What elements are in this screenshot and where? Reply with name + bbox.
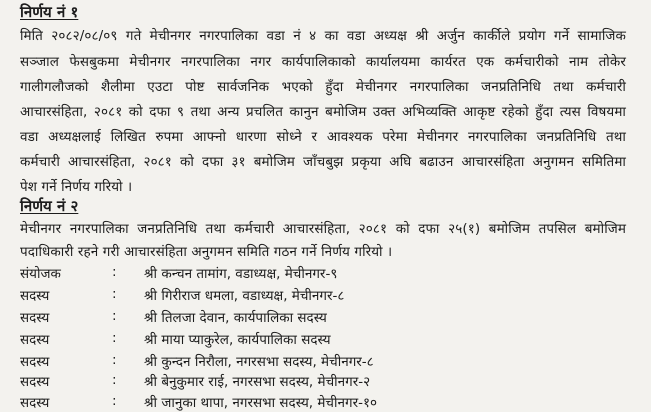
- member-separator: :: [112, 264, 117, 280]
- decision-1-heading: निर्णय नं १: [20, 3, 79, 21]
- decision-1-line-2: सञ्जाल फेसबुकमा मेचीनगर नगरपालिका नगर कार्यपालिकाको कार्यालयमा कार्यरत एक कर्मचारीको नाम तोकेर: [20, 54, 626, 70]
- decision-2-heading: निर्णय नं २: [20, 197, 79, 215]
- member-role: सदस्य: [20, 310, 50, 326]
- committee-member-row: [20, 393, 640, 412]
- decision-1-line-4: आचारसंहिता, २०८१ को दफा ९ तथा अन्य प्रचलित कानुन बमोजिम उक्त अभिव्यक्ति आकृष्ट रहेको हुँदा त्यस विषयमा: [20, 104, 626, 120]
- decision-1-line-3: गालीगलौजको शैलीमा एउटा पोष्ट सार्वजनिक भएको हुँदा मेचीनगर नगरपालिका जनप्रतिनिधि तथा कर्मचारी: [20, 79, 626, 95]
- decision-1-line-1: मिति २०८२/०८/०९ गते मेचीनगर नगरपालिका वडा नं ४ का वडा अध्यक्ष श्री अर्जुन कार्कीले प्रयोग गर्ने सामाजिक: [20, 28, 626, 44]
- member-name: श्री गिरीराज धमला, वडाध्यक्ष, मेचीनगर-८: [144, 288, 345, 304]
- committee-member-row: [20, 286, 640, 306]
- member-name: श्री जानुका थापा, नगरसभा सदस्य, मेचीनगर-१०: [144, 395, 378, 411]
- member-name: श्री कन्चन तामांग, वडाध्यक्ष, मेचीनगर-९: [144, 266, 338, 282]
- member-separator: :: [112, 393, 117, 409]
- member-name: श्री माया प्याकुरेल, कार्यपालिका सदस्य: [144, 332, 331, 348]
- member-separator: :: [112, 330, 117, 346]
- decision-1-line-6: कर्मचारी आचारसंहिता, २०८१ को दफा ३१ बमोजिम जाँचबुझ प्रकृया अघि बढाउन आचारसंहिता अनुगमन समितिमा: [20, 154, 626, 170]
- decision-1-line-5: वडा अध्यक्षलाई लिखित रुपमा आफ्नो धारणा सोध्ने र आवश्यक परेमा मेचीनगर नगरपालिका जनप्रतिनिधि तथा: [20, 129, 626, 145]
- member-role: सदस्य: [20, 354, 50, 370]
- member-separator: :: [112, 372, 117, 388]
- member-separator: :: [112, 308, 117, 324]
- committee-member-row: [20, 372, 640, 392]
- member-separator: :: [112, 352, 117, 368]
- member-role: सदस्य: [20, 332, 50, 348]
- decision-2-line-1: मेचीनगर नगरपालिका जनप्रतिनिधि तथा कर्मचारी आचारसंहिता, २०८१ को दफा २५(१) बमोजिम तपसिल बमोजिम: [20, 221, 626, 237]
- member-role: सदस्य: [20, 288, 50, 304]
- committee-member-row: [20, 330, 640, 350]
- member-name: श्री कुन्दन निरौला, नगरसभा सदस्य, मेचीनगर-८: [144, 354, 374, 370]
- committee-member-row: [20, 308, 640, 328]
- decision-1-line-7: पेश गर्ने निर्णय गरियो ।: [20, 179, 133, 195]
- committee-member-row: [20, 264, 640, 284]
- member-name: श्री तिलजा देवान, कार्यपालिका सदस्य: [144, 310, 327, 326]
- member-role: सदस्य: [20, 374, 50, 390]
- member-role: संयोजक: [20, 266, 61, 282]
- member-role: सदस्य: [20, 395, 50, 411]
- committee-member-row: [20, 352, 640, 372]
- decision-2-line-2: पदाधिकारी रहने गरी आचारसंहिता अनुगमन समिति गठन गर्ने निर्णय गरियो ।: [20, 244, 393, 260]
- member-name: श्री बेनुकुमार राई, नगरसभा सदस्य, मेचीनगर-२: [144, 374, 371, 390]
- member-separator: :: [112, 286, 117, 302]
